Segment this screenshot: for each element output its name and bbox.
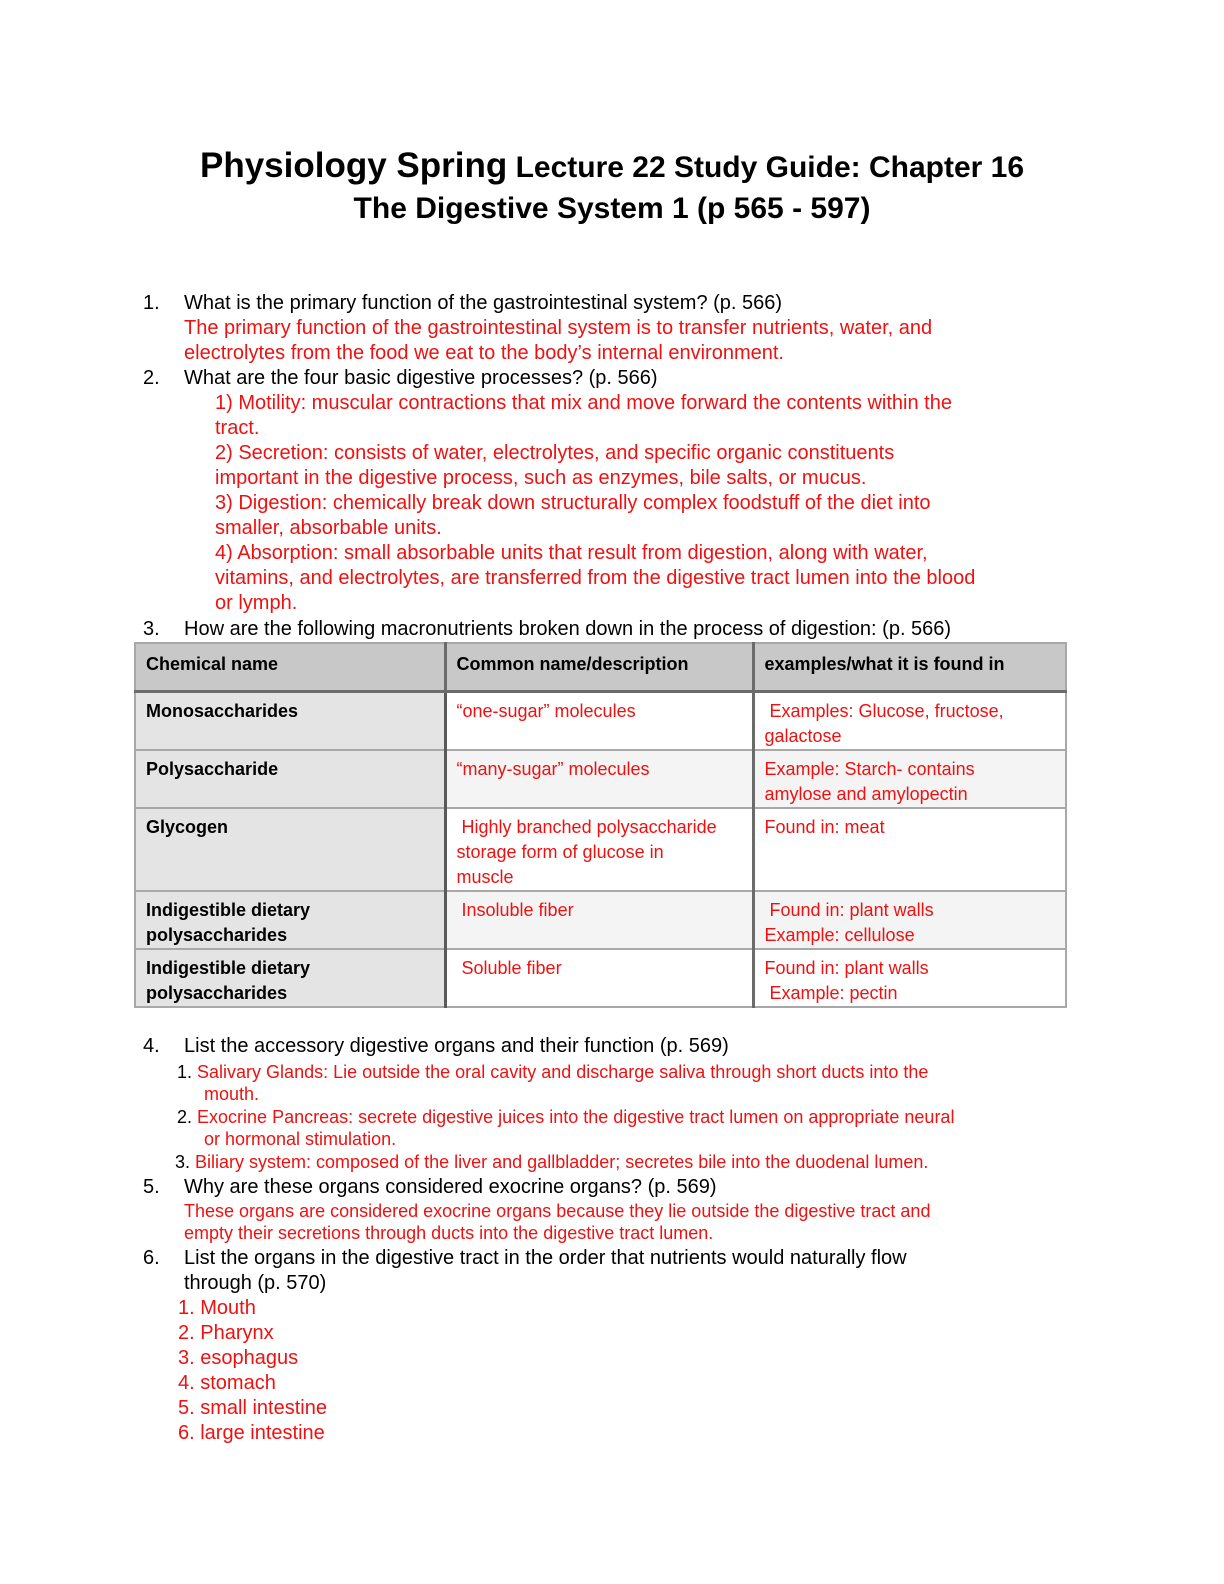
q6-organ-item: 2. Pharynx [178,1322,274,1344]
q4-item-number: 1. [177,1062,193,1082]
q1-answer-line: The primary function of the gastrointestinal system is to transfer nutrients, water, and [184,317,933,339]
q4-item [177,1106,954,1128]
cell-line: muscle [456,867,514,887]
table-row [135,891,1066,949]
q1-question: What is the primary function of the gastrointestinal system? (p. 566) [184,292,783,314]
cell-chemical-name [135,949,445,1007]
q2-answer-line: or lymph. [215,592,298,614]
q1-answer-line: electrolytes from the food we eat to the body’s internal environment. [184,342,784,364]
cell-examples [753,808,1066,891]
q6-question-continuation: through (p. 570) [184,1272,327,1294]
q2-answer-line: 4) Absorption: small absorbable units that result from digestion, along with water, [215,542,928,564]
cell-line: Example: Starch- contains [764,759,975,779]
q5-answer-line: empty their secretions through ducts into the digestive tract lumen. [184,1223,714,1243]
q2-answer-line: 1) Motility: muscular contractions that mix and move forward the contents within the [215,392,952,414]
cell-common-name: Soluble fiber [445,949,753,1007]
q4-item-continuation: or hormonal stimulation. [204,1129,397,1149]
q4-item [175,1151,928,1173]
cell-chemical-name [135,891,445,949]
q2-question: What are the four basic digestive processes? (p. 566) [184,367,658,389]
cell-common-name: “many-sugar” molecules [445,750,753,808]
q6-number: 6. [143,1247,160,1269]
cell-line: Examples: Glucose, fructose, [764,701,1004,721]
q4-question: List the accessory digestive organs and their function (p. 569) [184,1035,729,1057]
cell-chemical-name: Glycogen [135,808,445,891]
q4-number: 4. [143,1035,160,1057]
cell-chemical-name: Polysaccharide [135,750,445,808]
q4-item-continuation: mouth. [204,1084,260,1104]
q2-answer-line: tract. [215,417,260,439]
q4-item-text: Exocrine Pancreas: secrete digestive juices into the digestive tract lumen on appropriate neural [197,1107,955,1127]
cell-line: Found in: plant walls [764,958,929,978]
q2-answer-line: 2) Secretion: consists of water, electrolytes, and specific organic constituents [215,442,895,464]
cell-line: Found in: plant walls [764,900,934,920]
cell-chemical-name: Monosaccharides [135,692,445,751]
cell-line: Example: cellulose [764,925,915,945]
q2-answer-line: vitamins, and electrolytes, are transferred from the digestive tract lumen into the blood [215,567,976,589]
q6-organ-item: 1. Mouth [178,1297,256,1319]
header-common-name: Common name/description [445,643,753,692]
q5-answer-line: These organs are considered exocrine organs because they lie outside the digestive tract and [184,1201,931,1221]
cell-line: Highly branched polysaccharide [456,817,717,837]
table-row [135,750,1066,808]
q2-answer-line: smaller, absorbable units. [215,517,442,539]
cell-examples [753,891,1066,949]
q5-question: Why are these organs considered exocrine organs? (p. 569) [184,1176,717,1198]
cell-examples [753,949,1066,1007]
header-chemical-name: Chemical name [135,643,445,692]
table-header-row [135,643,1066,692]
cell-line: galactose [764,726,842,746]
title-lecture: Lecture 22 Study Guide: Chapter 16 [507,151,1025,184]
q4-item-number: 3. [175,1152,191,1172]
q6-organ-item: 4. stomach [178,1372,276,1394]
q2-answer-line: important in the digestive process, such as enzymes, bile salts, or mucus. [215,467,867,489]
cell-line: Example: pectin [764,983,898,1003]
cell-line: amylose and amylopectin [764,784,968,804]
macronutrient-table [134,642,1067,1008]
q3-number: 3. [143,618,160,640]
page-subtitle: The Digestive System 1 (p 565 - 597) [353,192,871,225]
cell-examples [753,692,1066,751]
table-row [135,949,1066,1007]
cell-line: Indigestible dietary [146,958,311,978]
q4-item [177,1061,928,1083]
cell-examples [753,750,1066,808]
cell-line: polysaccharides [146,983,288,1003]
cell-line: Indigestible dietary [146,900,311,920]
q3-question: How are the following macronutrients broken down in the process of digestion: (p. 566) [184,618,952,640]
cell-line: storage form of glucose in [456,842,664,862]
cell-line: polysaccharides [146,925,288,945]
title-course: Physiology Spring [199,146,508,185]
q4-item-text: Biliary system: composed of the liver and gallbladder; secretes bile into the duodenal lumen. [195,1152,929,1172]
q6-organ-item: 5. small intestine [178,1397,327,1419]
q2-number: 2. [143,367,160,389]
table-row [135,808,1066,891]
q4-item-number: 2. [177,1107,193,1127]
table-row [135,692,1066,751]
q5-number: 5. [143,1176,160,1198]
header-examples: examples/what it is found in [753,643,1066,692]
page-title [0,146,1224,186]
q6-organ-item: 6. large intestine [178,1422,325,1444]
q1-number: 1. [143,292,160,314]
q6-question: List the organs in the digestive tract in the order that nutrients would naturally flow [184,1247,907,1269]
q4-item-text: Salivary Glands: Lie outside the oral cavity and discharge saliva through short ducts into the [197,1062,929,1082]
cell-common-name: Insoluble fiber [445,891,753,949]
cell-line: Found in: meat [764,817,885,837]
q2-answer-line: 3) Digestion: chemically break down structurally complex foodstuff of the diet into [215,492,931,514]
cell-common-name: “one-sugar” molecules [445,692,753,751]
cell-common-name [445,808,753,891]
q6-organ-item: 3. esophagus [178,1347,299,1369]
